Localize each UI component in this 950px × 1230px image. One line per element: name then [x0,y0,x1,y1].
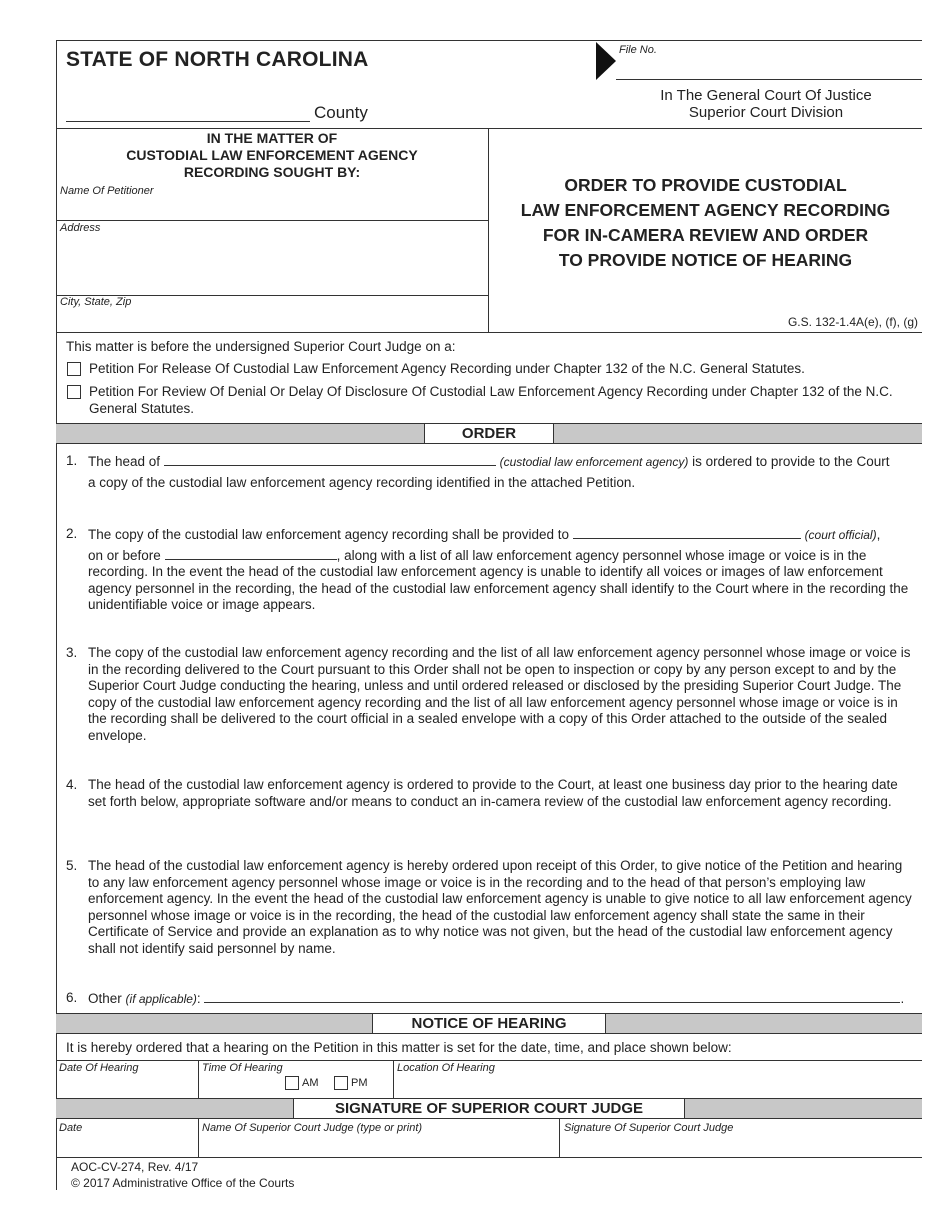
form-page [56,40,922,1190]
item-2-comma: , [876,527,881,542]
item-1-line1 [88,453,916,471]
intro-text: This matter is before the undersigned Superior Court Judge on a: [66,339,456,354]
order-section-bar [56,423,922,444]
state-title: STATE OF NORTH CAROLINA [66,48,369,71]
pm-label: PM [351,1077,368,1089]
item-6-colon: : [196,991,201,1006]
item-2-text-e: , along with a list of all law enforcement agency personnel whose image or voice is in the [336,548,867,563]
title-line2: LAW ENFORCEMENT AGENCY RECORDING [520,200,891,220]
custodial-agency-field[interactable] [164,453,496,466]
court-name-line2: Superior Court Division [688,104,844,121]
matter-line3: RECORDING SOUGHT BY: [183,164,361,180]
judge-name-label: Name Of Superior Court Judge (type or print) [202,1122,423,1134]
item-2-hint: (court official) [804,528,877,542]
notice-table-top [56,1060,922,1061]
item-3-number: 3. [66,645,78,660]
release-petition-label: Petition For Release Of Custodial Law Enforcement Agency Recording under Chapter 132 of the N.C. General Statutes. [89,361,805,376]
am-label: AM [302,1077,319,1089]
top-border [56,40,922,41]
header-divider [56,128,922,129]
title-line1: ORDER TO PROVIDE CUSTODIAL [564,175,847,195]
signature-table-bottom [56,1157,922,1158]
form-number: AOC-CV-274, Rev. 4/17 [71,1160,199,1174]
court-name-line1: In The General Court Of Justice [660,87,872,104]
statute-citation: G.S. 132-1.4A(e), (f), (g) [787,315,918,329]
petitioner-name-field[interactable] [56,220,488,221]
hearing-location-label: Location Of Hearing [397,1062,495,1074]
form-title [489,173,922,273]
notice-text: It is hereby ordered that a hearing on the Petition in this matter is set for the date, time, and place shown below: [66,1040,732,1055]
review-petition-checkbox[interactable] [67,385,81,399]
signature-section-bar [56,1098,922,1119]
petitioner-name-label: Name Of Petitioner [60,185,154,197]
copyright: © 2017 Administrative Office of the Courts [71,1176,295,1190]
file-no-label: File No. [619,44,657,56]
title-line3: FOR IN-CAMERA REVIEW AND ORDER [542,225,869,245]
item-2-text-d: on or before [88,548,161,563]
file-no-arrow-icon [596,42,616,80]
item-2-text-a: The copy of the custodial law enforcement agency recording shall be provided to [88,527,570,542]
matter-line1: IN THE MATTER OF [206,130,338,146]
item-6-hint: (if applicable) [125,992,197,1006]
item-6-line [88,990,916,1008]
on-or-before-date-field[interactable] [165,547,337,560]
item-4-number: 4. [66,777,78,792]
release-petition-checkbox[interactable] [67,362,81,376]
signature-col-divider-1 [198,1119,199,1157]
item-6-text-a: Other [88,991,122,1006]
county-field[interactable] [66,121,310,122]
item-6-period: . [900,991,905,1006]
order-heading: ORDER [424,423,554,444]
address-label: Address [60,222,101,234]
am-checkbox[interactable] [285,1076,299,1090]
pm-checkbox[interactable] [334,1076,348,1090]
item-2-line2 [88,547,916,565]
item-6-number: 6. [66,990,78,1005]
matter-line2: CUSTODIAL LAW ENFORCEMENT AGENCY [126,147,418,163]
title-line4: TO PROVIDE NOTICE OF HEARING [558,250,853,270]
item-2-line1 [88,526,916,544]
hearing-time-label: Time Of Hearing [202,1062,283,1074]
judge-signature-label: Signature Of Superior Court Judge [564,1122,734,1134]
item-4-text: The head of the custodial law enforcement agency is ordered to provide to the Court, at least one business day prior to the hearing date set forth below, appropriate software and/or means to conduct an in-camera review of the custodial law enforcement agency recording. [88,777,898,809]
matter-bottom-border [56,332,922,333]
notice-section-bar [56,1013,922,1034]
item-1-text-a: The head of [88,454,161,469]
item-3-text: The copy of the custodial law enforcement agency recording and the list of all law enforcement agency personnel whose image or voice is in the recording delivered to the Court pursuant to this Order shall not be open to inspection or copy by any person except to and by the Superior Court Judge conducting the hearing, unless and until ordered released or disclosed by the presiding Superior Court Judge. The copy of the custodial law enforcement agency recording and the list of all law enforcement agency personnel whose image or voice is in the recording shall be delivered to the court official in a sealed envelope with a copy of this Order attached to the outside of the sealed envelope. [88,645,911,743]
item-1-text-c: is ordered to provide to the Court [692,454,890,469]
hearing-col-divider-1 [198,1060,199,1098]
review-petition-label: Petition For Review Of Denial Or Delay Of Disclosure Of Custodial Law Enforcement Agency Recording under Chapter 132 of the N.C. General Statutes. [89,384,893,416]
hearing-col-divider-2 [393,1060,394,1098]
matter-heading [56,130,488,181]
county-label: County [314,103,368,122]
file-no-field[interactable] [616,79,922,80]
signature-date-label: Date [59,1122,83,1134]
item-2-number: 2. [66,526,78,541]
item-1-hint: (custodial law enforcement agency) [499,455,689,469]
item-1-number: 1. [66,453,78,468]
item-1-line2: a copy of the custodial law enforcement agency recording identified in the attached Petition. [88,475,636,490]
item-5-text: The head of the custodial law enforcement agency is hereby ordered upon receipt of this Order, to give notice of the Petition and hearing to any law enforcement agency personnel whose image or voice is in the recording and to the head of that person’s employing law enforcement agency. In the event the head of the custodial law enforcement agency is unable to give notice to all law enforcement agency personnel whose image or voice is in the recording, the head of the custodial law enforcement agency shall state the same in their Certificate of Service and provide an explanation as to why notice was not given, but the head of the custodial law enforcement agency shall not identify said personnel by name. [88,858,912,956]
signature-col-divider-2 [559,1119,560,1157]
item-2-text-f: recording. In the event the head of the custodial law enforcement agency is unable to identify all voices or images of law enforcement agency personnel in the recording, the head of the custodial law enforcement agency shall identify to the Court where in the recording the unidentifiable voice or image appears. [88,564,909,613]
signature-heading: SIGNATURE OF SUPERIOR COURT JUDGE [293,1098,685,1119]
city-state-zip-label: City, State, Zip [60,296,132,308]
hearing-date-label: Date Of Hearing [59,1062,139,1074]
other-field[interactable] [204,990,900,1003]
court-official-field[interactable] [573,526,801,539]
item-5-number: 5. [66,858,78,873]
notice-heading: NOTICE OF HEARING [372,1013,606,1034]
